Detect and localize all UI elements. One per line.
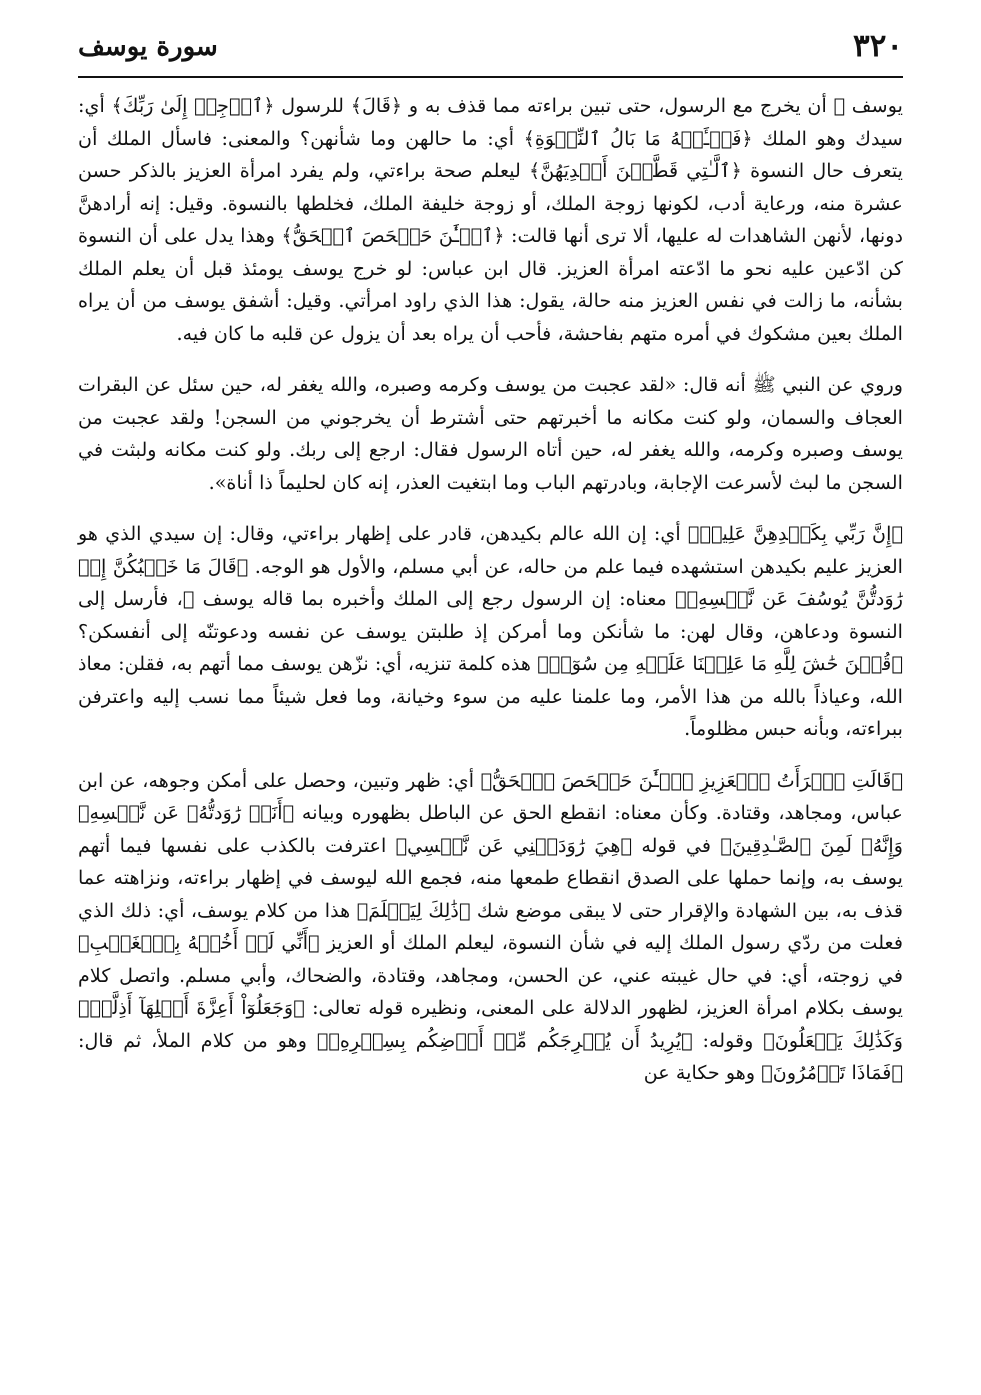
page-header [78, 28, 903, 78]
surah-title: سورة يوسف [78, 32, 218, 62]
commentary-body [78, 90, 903, 1090]
paragraph-1: يوسف ﷺ أن يخرج مع الرسول، حتى تبين براءته مما قذف به و ﴿قَالَ﴾ للرسول ﴿ٱرۡجِعۡ إِلَىٰ رَبِّكَ﴾ أي: سيدك وهو الملك ﴿فَسۡـَٔلۡهُ مَا بَالُ ٱلنِّسۡوَةِ﴾ أي: ما حالهن وما شأنهن؟ والمعنى: فاسأل الملك أن يتعرف حال النسوة ﴿ٱلَّـٰتِي قَطَّعۡنَ أَيۡدِيَهُنَّ﴾ ليعلم صحة براءتي، ولم يفرد امرأة العزيز بالذكر حسن عشرة منه، ورعاية أدب، لكونها زوجة الملك، أو زوجة خليفة الملك، فخلطها بالنسوة. وقيل: إنه أرادهنَّ دونها، لأنهن الشاهدات له عليها، ألا ترى أنها قالت: ﴿ٱلۡـَٰٔنَ حَصۡحَصَ ٱلۡحَقُّ﴾ وهذا يدل على أن النسوة كن ادّعين عليه نحو ما ادّعته امرأة العزيز. قال ابن عباس: لو خرج يوسف يومئذ قبل أن يعلم الملك بشأنه، ما زالت في نفس العزيز منه حالة، يقول: هذا الذي راود امرأتي. وقيل: أشفق يوسف من أن يراه الملك بعين مشكوك في أمره متهم بفاحشة، فأحب أن يراه بعد أن يزول عن قلبه ما كان فيه. [78, 94, 903, 345]
paragraph-4: ﴿قَالَتِ ٱمۡرَأَتُ ٱلۡعَزِيزِ ٱلۡـَٰٔنَ حَصۡحَصَ ٱلۡحَقُّ﴾ أي: ظهر وتبين، وحصل على أمكن وجوهه، عن ابن عباس، ومجاهد، وقتادة. وكأن معناه: انقطع الحق عن الباطل بظهوره وبيانه ﴿أَنَا۠ رَٰوَدتُّهُۥ عَن نَّفۡسِهِۦ وَإِنَّهُۥ لَمِنَ ٱلصَّـٰدِقِينَ﴾ في قوله ﴿هِيَ رَٰوَدَتۡنِي عَن نَّفۡسِي﴾ اعترفت بالكذب على نفسها فيما أتهم يوسف به، وإنما حملها على الصدق انقطاع طمعها منه، فجمع الله ليوسف في إظهار براءته، ونزاهته عما قذف به، بين الشهادة والإقرار حتى لا يبقى موضع شك ﴿ذَٰلِكَ لِيَعۡلَمَ﴾ هذا من كلام يوسف، أي: ذلك الذي فعلت من ردّي رسول الملك إليه في شأن النسوة، ليعلم الملك أو العزيز ﴿أَنِّي لَمۡ أَخُنۡهُ بِٱلۡغَيۡبِ﴾ في زوجته، أي: في حال غيبته عني، عن الحسن، ومجاهد، وقتادة، والضحاك، وأبي مسلم. واتصل كلام يوسف بكلام امرأة العزيز، لظهور الدلالة على المعنى، ونظيره قوله تعالى: ﴿وَجَعَلُوٓاْ أَعِزَّةَ أَهۡلِهَآ أَذِلَّةٗۚ وَكَذَٰلِكَ يَفۡعَلُونَ﴾ وقوله: ﴿يُرِيدُ أَن يُخۡرِجَكُم مِّنۡ أَرۡضِكُم بِسِحۡرِهِۦ﴾ وهو من كلام الملأ، ثم قال: ﴿فَمَاذَا تَأۡمُرُونَ﴾ وهو حكاية عن [78, 768, 903, 1084]
page-number: ٣٢٠ [853, 28, 903, 64]
paragraph-3: ﴿إِنَّ رَبِّي بِكَيۡدِهِنَّ عَلِيمٞ﴾ أي: إن الله عالم بكيدهن، قادر على إظهار براءتي، وقال: إن سيدي الذي هو العزيز عليم بكيدهن استشهده فيما علم من حاله، عن أبي مسلم، والأول هو الوجه. ﴿قَالَ مَا خَطۡبُكُنَّ إِذۡ رَٰوَدتُّنَّ يُوسُفَ عَن نَّفۡسِهِۦ﴾ معناه: إن الرسول رجع إلى الملك وأخبره بما قاله يوسف ﷺ، فأرسل إلى النسوة ودعاهن، وقال لهن: ما شأنكن وما أمركن إذ طلبتن يوسف عن نفسه ودعوتنّه إلى أنفسكن؟ ﴿قُلۡنَ حَٰشَ لِلَّهِ مَا عَلِمۡنَا عَلَيۡهِ مِن سُوٓءٖ﴾ هذه كلمة تنزيه، أي: نزّهن يوسف مما أتهم به، فقلن: معاذ الله، وعياذاً بالله من هذا الأمر، وما علمنا عليه من سوء وخيانة، وما فعل شيئاً مما نسب إليه واعترفن ببراءته، وبأنه حبس مظلوماً. [78, 522, 903, 740]
paragraph-2: وروي عن النبي ﷺ أنه قال: «لقد عجبت من يوسف وكرمه وصبره، والله يغفر له، حين سئل عن البقرات العجاف والسمان، ولو كنت مكانه ما أخبرتهم حتى أشترط أن يخرجوني من السجن! ولقد عجبت من يوسف وصبره وكرمه، والله يغفر له، حين أتاه الرسول فقال: ارجع إلى ربك. ولو كنت مكانه ولبثت في السجن ما لبث لأسرعت الإجابة، وبادرتهم الباب وما ابتغيت العذر، إنه كان لحليماً ذا أناة». [78, 373, 903, 494]
